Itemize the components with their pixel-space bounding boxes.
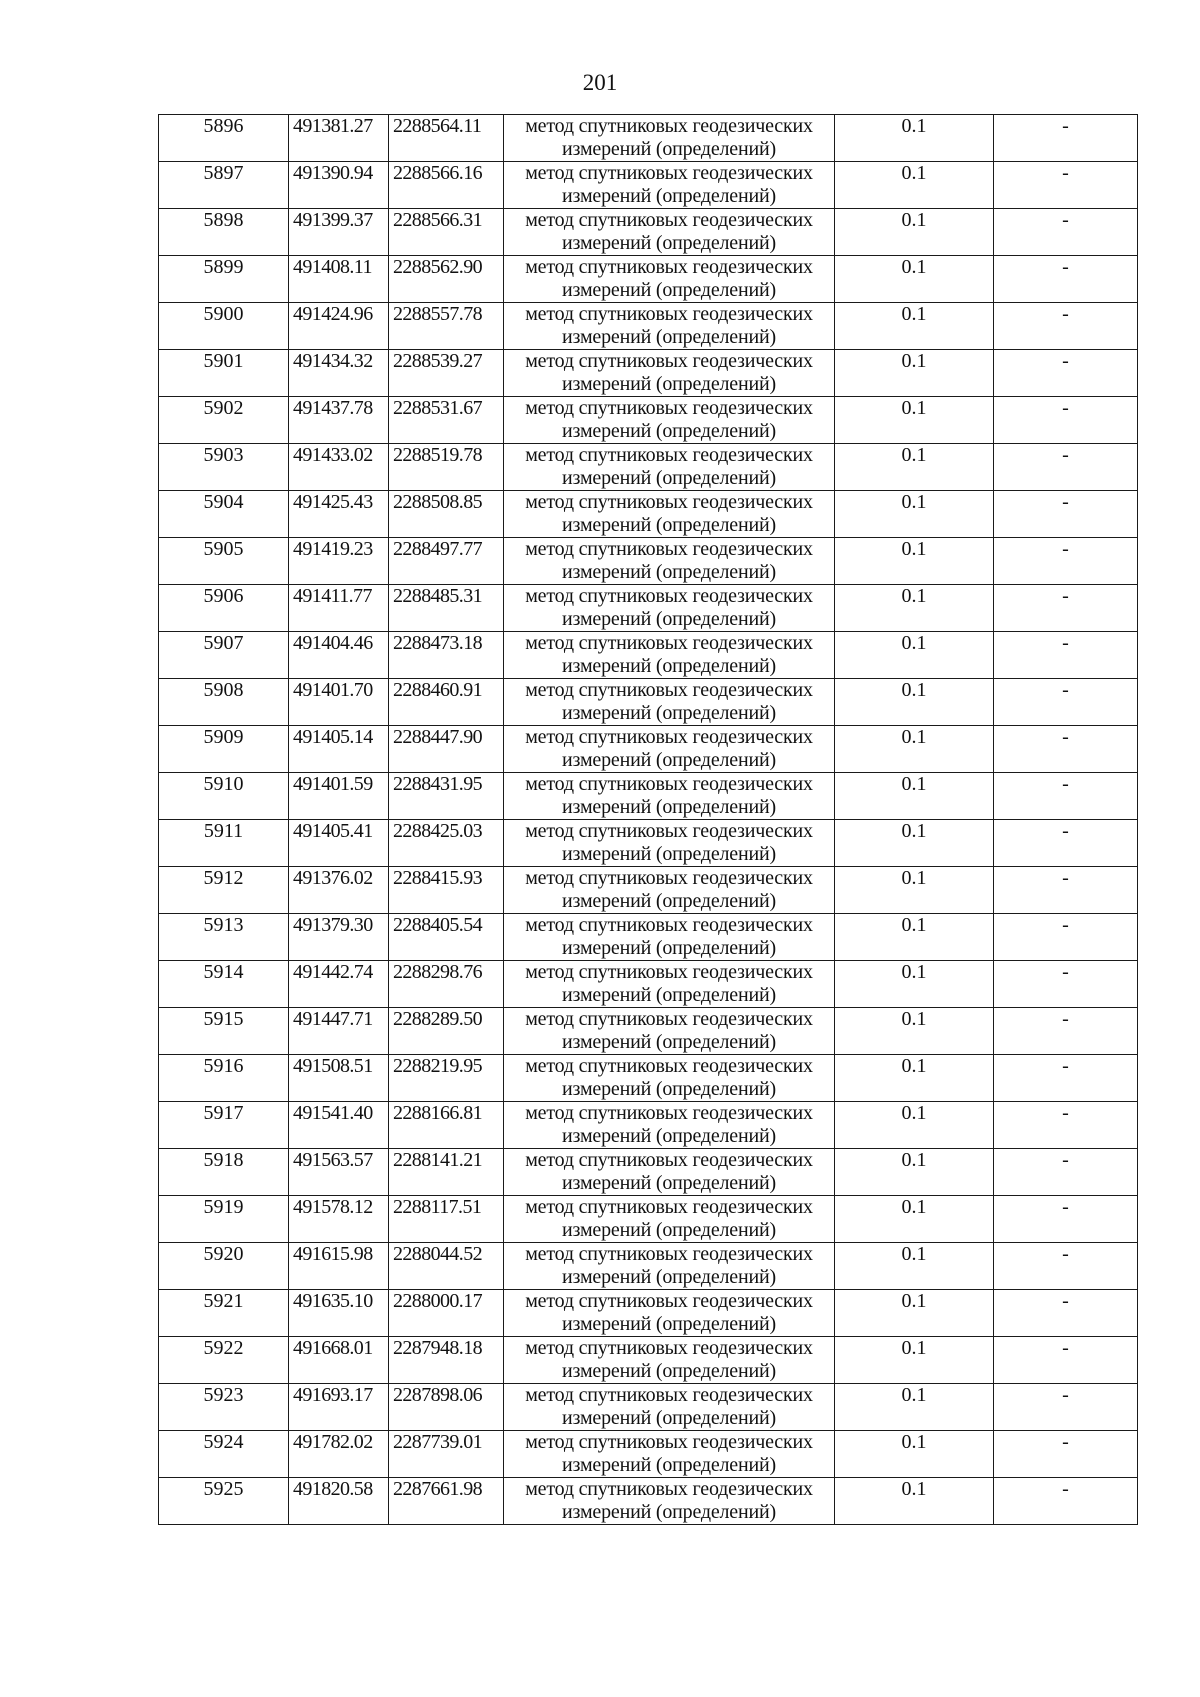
accuracy-cell: 0.1 bbox=[835, 1008, 994, 1055]
method-cell: метод спутниковых геодезических измерений (определений) bbox=[504, 162, 835, 209]
description-cell: - bbox=[994, 1243, 1138, 1290]
table-row bbox=[159, 538, 1138, 585]
accuracy-cell: 0.1 bbox=[835, 1290, 994, 1337]
accuracy-cell: 0.1 bbox=[835, 914, 994, 961]
y-coordinate-cell: 2288166.81 bbox=[389, 1102, 504, 1149]
x-coordinate-cell: 491424.96 bbox=[289, 303, 389, 350]
y-coordinate-cell: 2287661.98 bbox=[389, 1478, 504, 1525]
x-coordinate-cell: 491693.17 bbox=[289, 1384, 389, 1431]
point-number-cell: 5916 bbox=[159, 1055, 289, 1102]
point-number-cell: 5906 bbox=[159, 585, 289, 632]
table-row bbox=[159, 632, 1138, 679]
description-cell: - bbox=[994, 115, 1138, 162]
y-coordinate-cell: 2288460.91 bbox=[389, 679, 504, 726]
method-cell: метод спутниковых геодезических измерений (определений) bbox=[504, 350, 835, 397]
point-number-cell: 5921 bbox=[159, 1290, 289, 1337]
point-number-cell: 5911 bbox=[159, 820, 289, 867]
point-number-cell: 5910 bbox=[159, 773, 289, 820]
x-coordinate-cell: 491437.78 bbox=[289, 397, 389, 444]
y-coordinate-cell: 2288298.76 bbox=[389, 961, 504, 1008]
description-cell: - bbox=[994, 632, 1138, 679]
accuracy-cell: 0.1 bbox=[835, 444, 994, 491]
accuracy-cell: 0.1 bbox=[835, 350, 994, 397]
point-number-cell: 5914 bbox=[159, 961, 289, 1008]
table-row bbox=[159, 1384, 1138, 1431]
description-cell: - bbox=[994, 1384, 1138, 1431]
accuracy-cell: 0.1 bbox=[835, 726, 994, 773]
method-cell: метод спутниковых геодезических измерений (определений) bbox=[504, 1337, 835, 1384]
description-cell: - bbox=[994, 679, 1138, 726]
table-row bbox=[159, 914, 1138, 961]
x-coordinate-cell: 491411.77 bbox=[289, 585, 389, 632]
x-coordinate-cell: 491381.27 bbox=[289, 115, 389, 162]
y-coordinate-cell: 2288044.52 bbox=[389, 1243, 504, 1290]
description-cell: - bbox=[994, 1337, 1138, 1384]
table-row bbox=[159, 679, 1138, 726]
method-cell: метод спутниковых геодезических измерений (определений) bbox=[504, 585, 835, 632]
accuracy-cell: 0.1 bbox=[835, 1055, 994, 1102]
y-coordinate-cell: 2288566.31 bbox=[389, 209, 504, 256]
x-coordinate-cell: 491434.32 bbox=[289, 350, 389, 397]
accuracy-cell: 0.1 bbox=[835, 1149, 994, 1196]
point-number-cell: 5924 bbox=[159, 1431, 289, 1478]
x-coordinate-cell: 491404.46 bbox=[289, 632, 389, 679]
point-number-cell: 5902 bbox=[159, 397, 289, 444]
table-row bbox=[159, 115, 1138, 162]
table-row bbox=[159, 820, 1138, 867]
accuracy-cell: 0.1 bbox=[835, 1431, 994, 1478]
description-cell: - bbox=[994, 961, 1138, 1008]
x-coordinate-cell: 491578.12 bbox=[289, 1196, 389, 1243]
y-coordinate-cell: 2288508.85 bbox=[389, 491, 504, 538]
y-coordinate-cell: 2287898.06 bbox=[389, 1384, 504, 1431]
description-cell: - bbox=[994, 726, 1138, 773]
table-row bbox=[159, 961, 1138, 1008]
method-cell: метод спутниковых геодезических измерений (определений) bbox=[504, 1149, 835, 1196]
method-cell: метод спутниковых геодезических измерений (определений) bbox=[504, 1008, 835, 1055]
description-cell: - bbox=[994, 491, 1138, 538]
x-coordinate-cell: 491541.40 bbox=[289, 1102, 389, 1149]
point-number-cell: 5903 bbox=[159, 444, 289, 491]
accuracy-cell: 0.1 bbox=[835, 256, 994, 303]
description-cell: - bbox=[994, 1149, 1138, 1196]
method-cell: метод спутниковых геодезических измерений (определений) bbox=[504, 1431, 835, 1478]
description-cell: - bbox=[994, 1196, 1138, 1243]
x-coordinate-cell: 491401.59 bbox=[289, 773, 389, 820]
x-coordinate-cell: 491425.43 bbox=[289, 491, 389, 538]
accuracy-cell: 0.1 bbox=[835, 820, 994, 867]
x-coordinate-cell: 491376.02 bbox=[289, 867, 389, 914]
page-number: 201 bbox=[582, 70, 618, 95]
accuracy-cell: 0.1 bbox=[835, 773, 994, 820]
table-row bbox=[159, 162, 1138, 209]
point-number-cell: 5898 bbox=[159, 209, 289, 256]
y-coordinate-cell: 2287948.18 bbox=[389, 1337, 504, 1384]
y-coordinate-cell: 2288531.67 bbox=[389, 397, 504, 444]
description-cell: - bbox=[994, 256, 1138, 303]
table-row bbox=[159, 1196, 1138, 1243]
table-row bbox=[159, 1478, 1138, 1525]
method-cell: метод спутниковых геодезических измерений (определений) bbox=[504, 914, 835, 961]
point-number-cell: 5923 bbox=[159, 1384, 289, 1431]
x-coordinate-cell: 491405.14 bbox=[289, 726, 389, 773]
description-cell: - bbox=[994, 867, 1138, 914]
accuracy-cell: 0.1 bbox=[835, 115, 994, 162]
y-coordinate-cell: 2288497.77 bbox=[389, 538, 504, 585]
y-coordinate-cell: 2287739.01 bbox=[389, 1431, 504, 1478]
method-cell: метод спутниковых геодезических измерений (определений) bbox=[504, 1196, 835, 1243]
description-cell: - bbox=[994, 820, 1138, 867]
method-cell: метод спутниковых геодезических измерений (определений) bbox=[504, 867, 835, 914]
table-row bbox=[159, 491, 1138, 538]
method-cell: метод спутниковых геодезических измерений (определений) bbox=[504, 256, 835, 303]
accuracy-cell: 0.1 bbox=[835, 209, 994, 256]
accuracy-cell: 0.1 bbox=[835, 867, 994, 914]
y-coordinate-cell: 2288415.93 bbox=[389, 867, 504, 914]
method-cell: метод спутниковых геодезических измерений (определений) bbox=[504, 632, 835, 679]
method-cell: метод спутниковых геодезических измерений (определений) bbox=[504, 1055, 835, 1102]
accuracy-cell: 0.1 bbox=[835, 961, 994, 1008]
point-number-cell: 5912 bbox=[159, 867, 289, 914]
description-cell: - bbox=[994, 538, 1138, 585]
description-cell: - bbox=[994, 209, 1138, 256]
accuracy-cell: 0.1 bbox=[835, 585, 994, 632]
y-coordinate-cell: 2288557.78 bbox=[389, 303, 504, 350]
method-cell: метод спутниковых геодезических измерений (определений) bbox=[504, 1478, 835, 1525]
accuracy-cell: 0.1 bbox=[835, 1384, 994, 1431]
y-coordinate-cell: 2288431.95 bbox=[389, 773, 504, 820]
x-coordinate-cell: 491379.30 bbox=[289, 914, 389, 961]
x-coordinate-cell: 491405.41 bbox=[289, 820, 389, 867]
y-coordinate-cell: 2288117.51 bbox=[389, 1196, 504, 1243]
y-coordinate-cell: 2288485.31 bbox=[389, 585, 504, 632]
y-coordinate-cell: 2288566.16 bbox=[389, 162, 504, 209]
table-row bbox=[159, 726, 1138, 773]
x-coordinate-cell: 491782.02 bbox=[289, 1431, 389, 1478]
description-cell: - bbox=[994, 350, 1138, 397]
accuracy-cell: 0.1 bbox=[835, 162, 994, 209]
description-cell: - bbox=[994, 914, 1138, 961]
point-number-cell: 5896 bbox=[159, 115, 289, 162]
description-cell: - bbox=[994, 773, 1138, 820]
method-cell: метод спутниковых геодезических измерений (определений) bbox=[504, 209, 835, 256]
y-coordinate-cell: 2288289.50 bbox=[389, 1008, 504, 1055]
point-number-cell: 5918 bbox=[159, 1149, 289, 1196]
x-coordinate-cell: 491635.10 bbox=[289, 1290, 389, 1337]
x-coordinate-cell: 491401.70 bbox=[289, 679, 389, 726]
table-row bbox=[159, 1431, 1138, 1478]
x-coordinate-cell: 491563.57 bbox=[289, 1149, 389, 1196]
accuracy-cell: 0.1 bbox=[835, 397, 994, 444]
table-row bbox=[159, 1102, 1138, 1149]
coordinates-table-body bbox=[159, 115, 1138, 1525]
method-cell: метод спутниковых геодезических измерений (определений) bbox=[504, 820, 835, 867]
table-row bbox=[159, 773, 1138, 820]
method-cell: метод спутниковых геодезических измерений (определений) bbox=[504, 679, 835, 726]
method-cell: метод спутниковых геодезических измерений (определений) bbox=[504, 726, 835, 773]
accuracy-cell: 0.1 bbox=[835, 1337, 994, 1384]
x-coordinate-cell: 491399.37 bbox=[289, 209, 389, 256]
y-coordinate-cell: 2288425.03 bbox=[389, 820, 504, 867]
table-row bbox=[159, 1243, 1138, 1290]
method-cell: метод спутниковых геодезических измерений (определений) bbox=[504, 961, 835, 1008]
table-row bbox=[159, 444, 1138, 491]
x-coordinate-cell: 491419.23 bbox=[289, 538, 389, 585]
x-coordinate-cell: 491442.74 bbox=[289, 961, 389, 1008]
description-cell: - bbox=[994, 1055, 1138, 1102]
table-row bbox=[159, 1008, 1138, 1055]
point-number-cell: 5901 bbox=[159, 350, 289, 397]
table-row bbox=[159, 1149, 1138, 1196]
description-cell: - bbox=[994, 1008, 1138, 1055]
x-coordinate-cell: 491390.94 bbox=[289, 162, 389, 209]
accuracy-cell: 0.1 bbox=[835, 491, 994, 538]
accuracy-cell: 0.1 bbox=[835, 1102, 994, 1149]
description-cell: - bbox=[994, 444, 1138, 491]
description-cell: - bbox=[994, 303, 1138, 350]
y-coordinate-cell: 2288473.18 bbox=[389, 632, 504, 679]
point-number-cell: 5907 bbox=[159, 632, 289, 679]
accuracy-cell: 0.1 bbox=[835, 1196, 994, 1243]
method-cell: метод спутниковых геодезических измерений (определений) bbox=[504, 1290, 835, 1337]
point-number-cell: 5905 bbox=[159, 538, 289, 585]
point-number-cell: 5897 bbox=[159, 162, 289, 209]
accuracy-cell: 0.1 bbox=[835, 1478, 994, 1525]
point-number-cell: 5909 bbox=[159, 726, 289, 773]
table-row bbox=[159, 1055, 1138, 1102]
table-row bbox=[159, 1337, 1138, 1384]
description-cell: - bbox=[994, 1290, 1138, 1337]
y-coordinate-cell: 2288519.78 bbox=[389, 444, 504, 491]
x-coordinate-cell: 491408.11 bbox=[289, 256, 389, 303]
method-cell: метод спутниковых геодезических измерений (определений) bbox=[504, 303, 835, 350]
table-row bbox=[159, 350, 1138, 397]
y-coordinate-cell: 2288564.11 bbox=[389, 115, 504, 162]
method-cell: метод спутниковых геодезических измерений (определений) bbox=[504, 397, 835, 444]
method-cell: метод спутниковых геодезических измерений (определений) bbox=[504, 773, 835, 820]
point-number-cell: 5913 bbox=[159, 914, 289, 961]
table-row bbox=[159, 209, 1138, 256]
method-cell: метод спутниковых геодезических измерений (определений) bbox=[504, 538, 835, 585]
table-row bbox=[159, 1290, 1138, 1337]
table-row bbox=[159, 867, 1138, 914]
method-cell: метод спутниковых геодезических измерений (определений) bbox=[504, 444, 835, 491]
x-coordinate-cell: 491508.51 bbox=[289, 1055, 389, 1102]
method-cell: метод спутниковых геодезических измерений (определений) bbox=[504, 115, 835, 162]
y-coordinate-cell: 2288562.90 bbox=[389, 256, 504, 303]
accuracy-cell: 0.1 bbox=[835, 538, 994, 585]
x-coordinate-cell: 491447.71 bbox=[289, 1008, 389, 1055]
y-coordinate-cell: 2288141.21 bbox=[389, 1149, 504, 1196]
description-cell: - bbox=[994, 162, 1138, 209]
coordinates-table bbox=[158, 114, 1138, 1525]
point-number-cell: 5904 bbox=[159, 491, 289, 538]
description-cell: - bbox=[994, 585, 1138, 632]
method-cell: метод спутниковых геодезических измерений (определений) bbox=[504, 491, 835, 538]
point-number-cell: 5915 bbox=[159, 1008, 289, 1055]
point-number-cell: 5922 bbox=[159, 1337, 289, 1384]
y-coordinate-cell: 2288219.95 bbox=[389, 1055, 504, 1102]
method-cell: метод спутниковых геодезических измерений (определений) bbox=[504, 1243, 835, 1290]
description-cell: - bbox=[994, 1431, 1138, 1478]
x-coordinate-cell: 491615.98 bbox=[289, 1243, 389, 1290]
description-cell: - bbox=[994, 397, 1138, 444]
table-row bbox=[159, 303, 1138, 350]
point-number-cell: 5917 bbox=[159, 1102, 289, 1149]
table-row bbox=[159, 585, 1138, 632]
y-coordinate-cell: 2288447.90 bbox=[389, 726, 504, 773]
x-coordinate-cell: 491820.58 bbox=[289, 1478, 389, 1525]
y-coordinate-cell: 2288539.27 bbox=[389, 350, 504, 397]
point-number-cell: 5919 bbox=[159, 1196, 289, 1243]
point-number-cell: 5908 bbox=[159, 679, 289, 726]
description-cell: - bbox=[994, 1102, 1138, 1149]
table-row bbox=[159, 256, 1138, 303]
accuracy-cell: 0.1 bbox=[835, 303, 994, 350]
description-cell: - bbox=[994, 1478, 1138, 1525]
point-number-cell: 5900 bbox=[159, 303, 289, 350]
y-coordinate-cell: 2288000.17 bbox=[389, 1290, 504, 1337]
y-coordinate-cell: 2288405.54 bbox=[389, 914, 504, 961]
method-cell: метод спутниковых геодезических измерений (определений) bbox=[504, 1384, 835, 1431]
table-row bbox=[159, 397, 1138, 444]
accuracy-cell: 0.1 bbox=[835, 679, 994, 726]
accuracy-cell: 0.1 bbox=[835, 1243, 994, 1290]
x-coordinate-cell: 491433.02 bbox=[289, 444, 389, 491]
method-cell: метод спутниковых геодезических измерений (определений) bbox=[504, 1102, 835, 1149]
point-number-cell: 5920 bbox=[159, 1243, 289, 1290]
x-coordinate-cell: 491668.01 bbox=[289, 1337, 389, 1384]
point-number-cell: 5925 bbox=[159, 1478, 289, 1525]
accuracy-cell: 0.1 bbox=[835, 632, 994, 679]
point-number-cell: 5899 bbox=[159, 256, 289, 303]
